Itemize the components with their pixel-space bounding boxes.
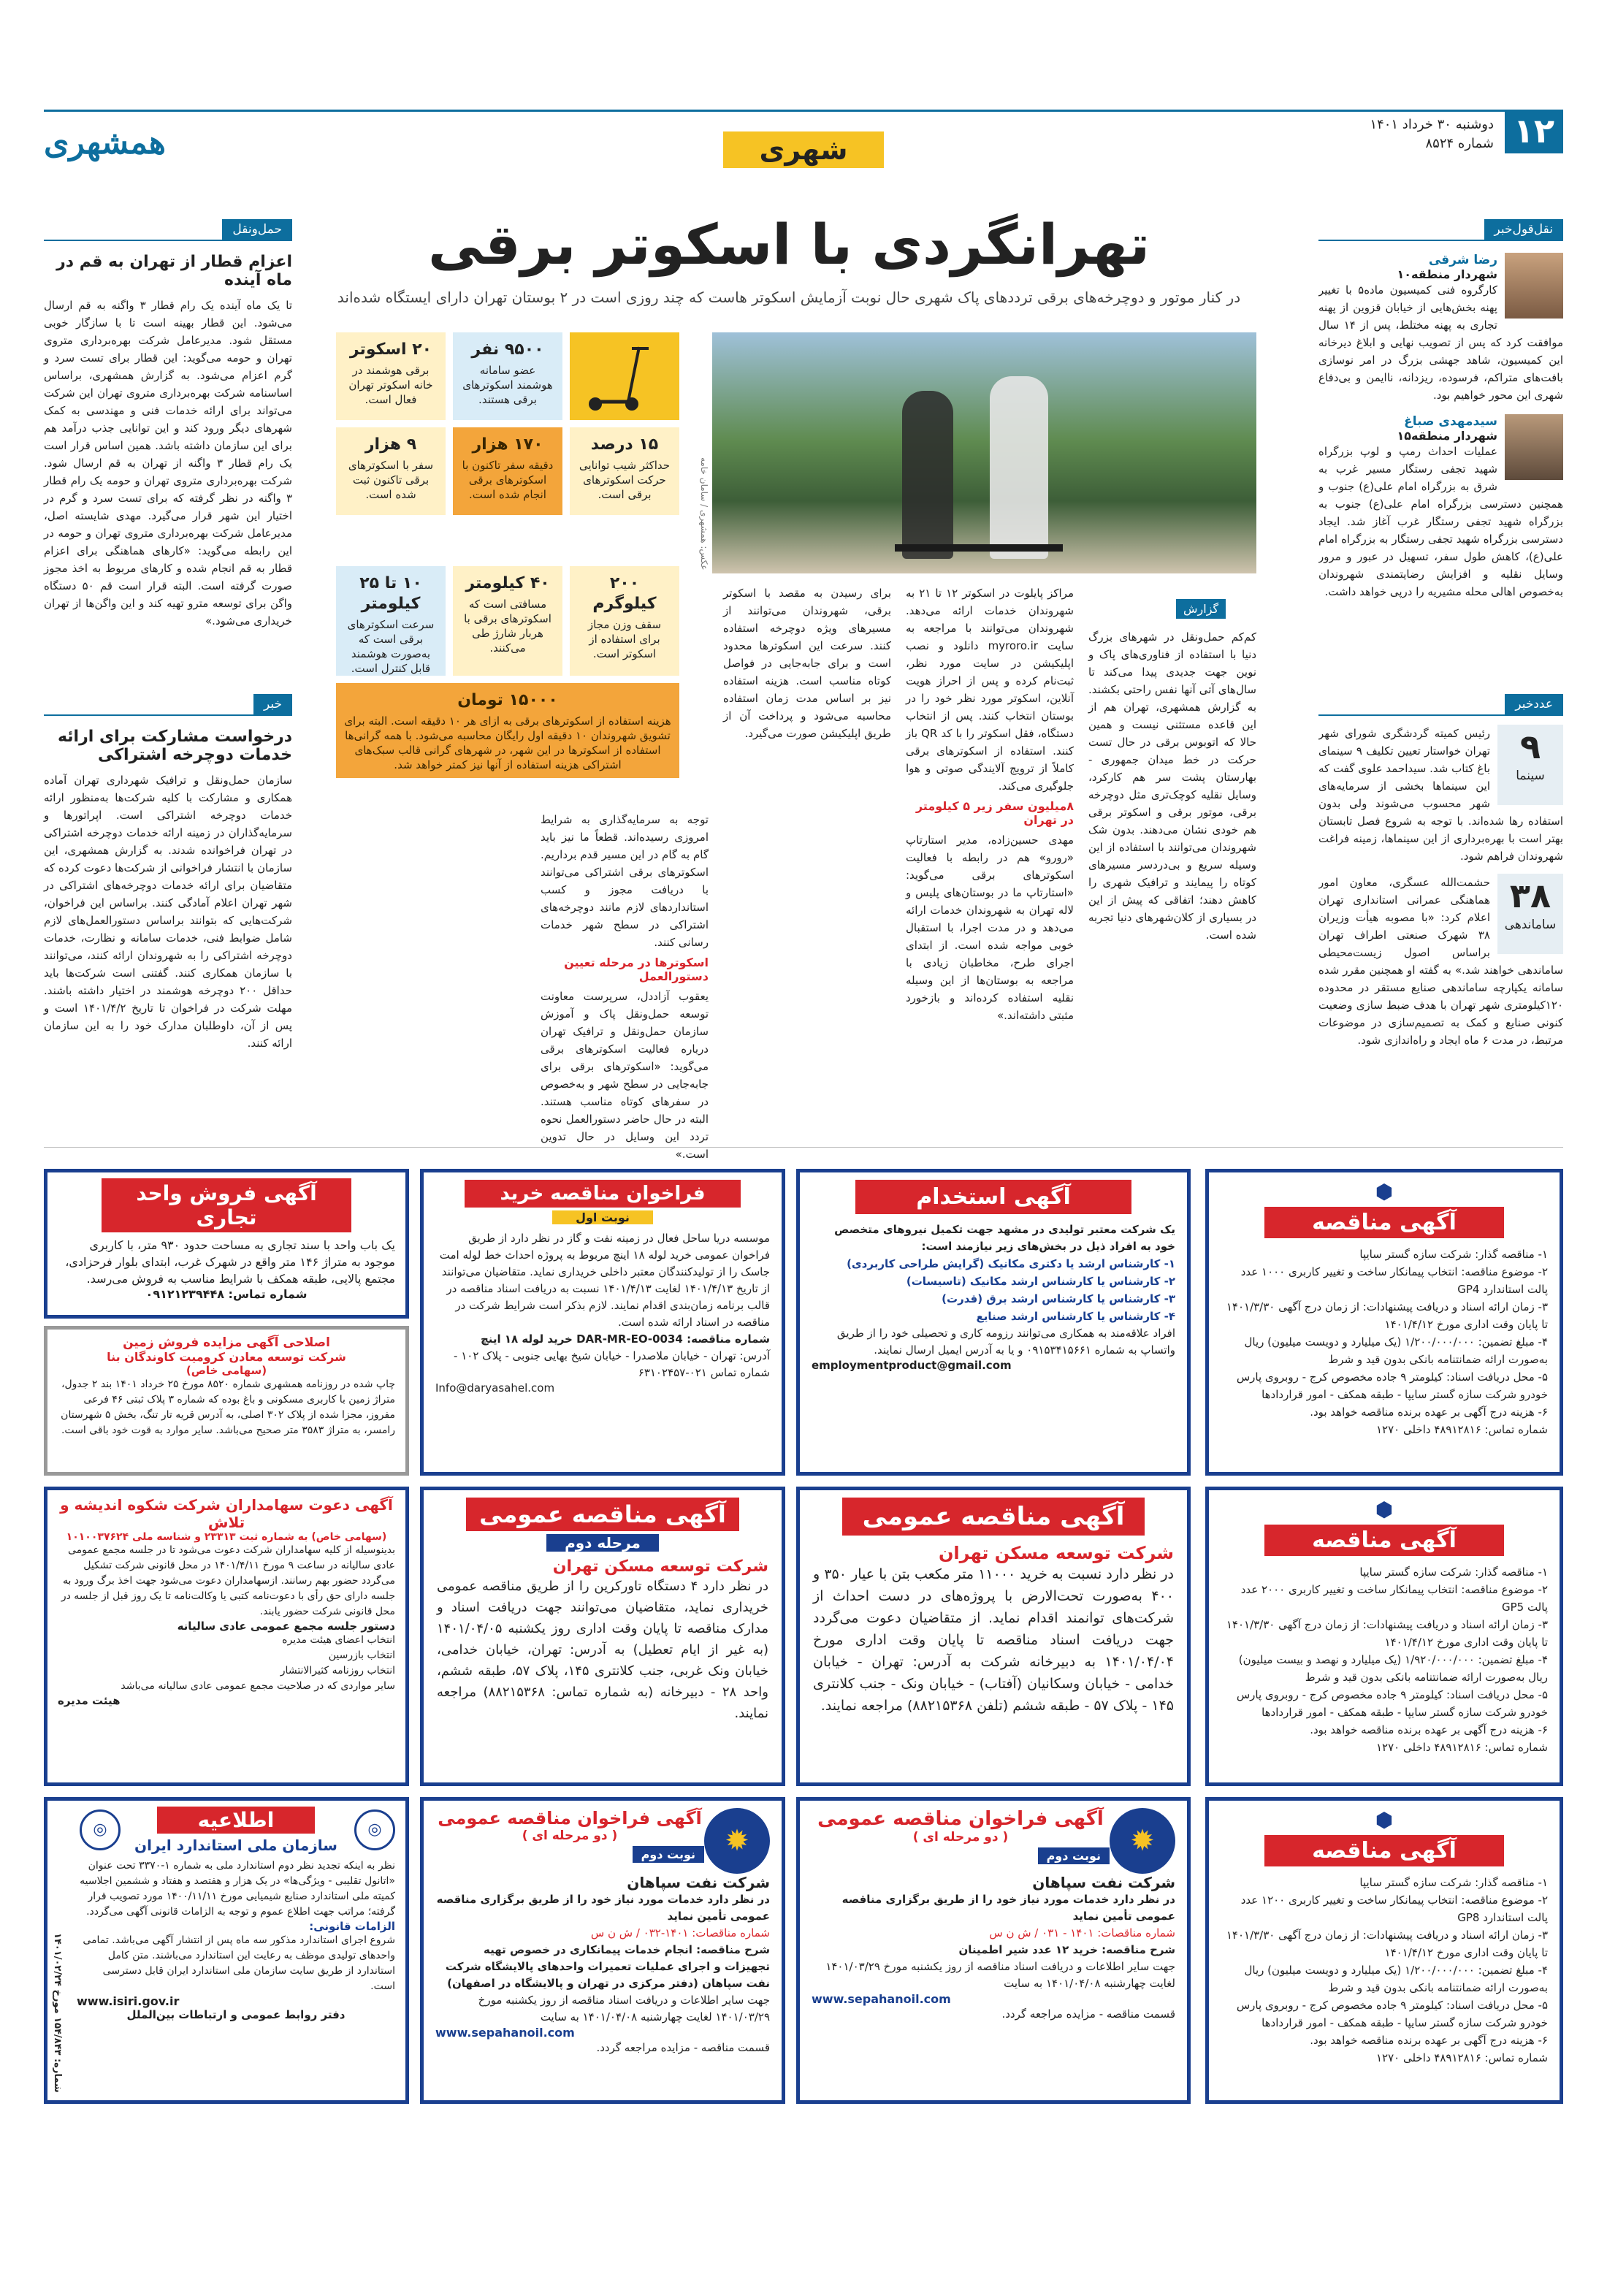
lead-photo	[712, 332, 1256, 573]
round-badge: نوبت دوم	[633, 1846, 704, 1863]
sepahan-subject: شرح مناقصه: انجام خدمات پیمانکاری در خصوص تهیه تجهیزات و اجرای عملیات تعمیرات واحدهای پالایشگاه شرکت نفت سپاهان (دفتر مرکزی در تهران و پالایشگاه در اصفهان)	[445, 1943, 770, 1990]
tender-list	[1221, 1246, 1548, 1438]
left-news-2	[44, 694, 292, 1052]
sepahan-company: شرکت نفت سپاهان	[627, 1874, 770, 1891]
list-item: ۴- مبلغ تضمین: ۱/۲۰۰/۰۰۰/۰۰۰ (یک میلیارد و دویست میلیون) ریال به‌صورت ارائه ضمانتنامه بانکی بدون قید و شرط	[1244, 1335, 1548, 1366]
list-item: ۶- هزینه درج آگهی بر عهده برنده مناقصه خواهد بود.	[1310, 2034, 1548, 2047]
sepahan-foot: قسمت مناقصه - مزایده مراجعه گردد.	[1001, 2007, 1175, 2021]
list-item: ۱- مناقصه گذار: شرکت سازه گستر سایپا	[1359, 1565, 1548, 1579]
correction-company-2: (سهامی خاص)	[186, 1364, 267, 1377]
list-item: ۲- موضوع مناقصه: انتخاب پیمانکار ساخت و تغییر کاربری ۱۲۰۰ عدد پالت استاندارد GP8	[1240, 1893, 1548, 1924]
stat-1-text: برقی هوشمند در خانه اسکوتر تهران فعال است.	[348, 364, 433, 406]
list-item: شماره تماس: ۴۸۹۱۲۸۱۶ داخلی ۱۲۷۰	[1375, 1423, 1548, 1436]
ad-maskan-2	[420, 1487, 785, 1786]
list-item: ۲- موضوع مناقصه: انتخاب پیمانکار ساخت و تغییر کاربری ۱۰۰۰ عدد پالت استاندارد GP4	[1240, 1265, 1548, 1296]
darya-tender-no: شماره مناقصه: DAR-MR-EO-0034 خرید لوله ۱۸ اینچ	[480, 1332, 770, 1346]
quote-text-1: کارگروه فنی کمیسیون ماده۵ با تغییر پهنه بخش‌هایی از خیابان قزوین از پهنه تجاری به پهنه مختلط، پس از ۱۴ سال موافقت کرد که پس از تصویب نهایی و ابلاغ دیرخانه این کمیسیون، شاهد جهشی بزرگ در امر نوسازی بافت‌های متراکم، فرسوده، ریزدانه، ناایمن و بی‌دفاع شهری این محور خواهیم بود.	[1318, 283, 1563, 402]
stat-6-value: ۱۰ تا ۲۵ کیلومتر	[359, 574, 422, 613]
list-item: ۴- کارشناس یا کارشناس ارشد صنایع	[976, 1310, 1175, 1323]
sepahan-text: در نظر دارد خدمات مورد نیاز خود را از طریق برگزاری مناقصه عمومی تأمین نماید	[436, 1893, 770, 1923]
stat-3-text: سفر با اسکوترهای برقی تاکنون ثبت شده است.	[348, 459, 434, 501]
ad-title: آگهی فراخوان مناقصه عمومی	[438, 1808, 702, 1828]
org-name: سازمان ملی استاندارد ایران	[134, 1837, 337, 1854]
news-text: سازمان حمل‌ونقل و ترافیک شهرداری تهران آماده همکاری و مشارکت با کلیه شرکت‌ها به‌منظور ارائه خدمات دوچرخه اشتراکی است. اپراتورها و سرمایه‌گذاران در زمینه ارائه خدمات دوچرخه اشتراکی در تهران فراخوانده شدند. به گزارش همشهری، این سازمان با انتشار فراخوانی از شرکت‌ها دعوت کرده که متقاضیان برای ارائه خدمات دوچرخه‌های اشتراکی در شهر تهران اعلام آمادگی کنند. براساس این فراخوان، شرکت‌هایی که بتوانند براساس دستورالعمل‌های لازم شامل ضوابط فنی، خدمات سامانه و نظارت، خدمات دوچرخه اشتراکی را به شهروندان ارائه کنند، می‌توانند با سازمان همکاری کنند. گفتنی است شرکت‌ها باید حداقل ۲۰۰ دوچرخه هوشمند در اختیار داشته باشند. مهلت شرکت در فراخوان تا تاریخ ۱۴۰۱/۴/۲ است و پس از آن، داوطلبان مدارک خود را به این سازمان ارائه کنند.	[44, 774, 292, 1050]
quote-name-1: رضا شرقی	[1428, 253, 1497, 267]
employ-intro: یک شرکت معتبر تولیدی در مشهد جهت تکمیل نیروهای متخصص خود به افراد ذیل در بخش‌های زیر نیازمند است:	[834, 1223, 1175, 1253]
isiri-text-2: شروع اجرای استاندارد مذکور سه ماه پس از انتشار آگهی می‌باشد. تمامی واحدهای تولیدی موظف به رعایت این استاندارد می‌باشند. متن کامل استاندارد از طریق سایت سازمان ملی استاندارد ایران قابل دسترسی است.	[83, 1934, 395, 1992]
round-badge: نوبت دوم	[1038, 1847, 1110, 1864]
list-item: ۲- موضوع مناقصه: انتخاب پیمانکار ساخت و تغییر کاربری ۲۰۰۰ عدد پالت GP5	[1240, 1583, 1548, 1614]
quote-tag: نقل‌قول‌خبر	[1484, 219, 1563, 240]
sepahan-company: شرکت نفت سپاهان	[1032, 1874, 1175, 1891]
ad-employment	[796, 1169, 1191, 1476]
number-label-1: سینما	[1516, 768, 1545, 783]
isiri-site[interactable]: www.isiri.gov.ir	[77, 1994, 180, 2008]
sepahan-site[interactable]: www.sepahanoil.com	[435, 2026, 575, 2040]
sale-text: یک باب واحد با سند تجاری به مساحت حدود ۹۳۰ متر، با کاربری موجود به متراژ ۱۴۶ متر واقع در شهرک غرب، ابتدای بلوار فرحزادی، مجتمع پالایی، طبقه همکف با شرایط مناسب به فروش می‌رسد.	[65, 1238, 395, 1286]
news-tag: حمل‌و‌نقل	[222, 219, 292, 240]
body-paragraph: یعقوب آزاددل، سرپرست معاونت توسعه حمل‌ونقل پاک و آموزش سازمان حمل‌ونقل و ترافیک تهران درباره فعالیت اسکوترهای برقی می‌گوید: «اسکوترهای برقی برای جابه‌جایی در سطح شهر و به‌خصوص در سفرهای کوتاه مناسب هستند. البته در حال حاضر دستورالعمل نحوه تردد این وسایل در حال تدوین است.»	[541, 990, 709, 1161]
news-text: تا یک ماه آینده یک رام قطار ۳ واگنه به قم ارسال می‌شود. این قطار بهینه است تا با سازگار خوبی مستقل شود. مدیرعامل شرکت بهره‌برداری متروی تهران و حومه می‌گوید: این قطار برای تست سرد و گرم اعزام می‌شود. به گزارش همشهری، براساس اساسنامه شرکت بهره‌برداری متروی تهران این شرکت می‌تواند برای ارائه خدمات فنی و مهندسی به کمک شهرهای دیگر ورود کند و این توانایی جذب درآمد هم برای این سازمان داشته باشد. همین اساس قرار است یک رام قطار ۳ واگنه از تهران به قم ارسال شود. شرکت بهره‌برداری متروی تهران و حومه یک رام قطار ۳ واگنه در نظر گرفته که برای تست سرد و گرم در اختیار این شهر قرار می‌گیرد. مهدی شایسته اصل، مدیرعامل شرکت بهره‌برداری متروی تهران و حومه در این رابطه می‌گوید: «کارهای هماهنگی برای اعزام قطار به قم انجام شده و کارهای مربوط به اخذ مجوز صورت گرفته است. البته قرار است قم ۵۰ دستگاه واگن برای توسعه مترو تهیه کند و این واگن‌ها از تهران خریداری می‌شود.»	[44, 299, 292, 628]
number-big-2: ۳۸	[1509, 876, 1551, 915]
page-number: ۱۲	[1505, 110, 1563, 153]
ad-darya-sahel	[420, 1169, 785, 1476]
list-item: ۱- مناقصه گذار: شرکت سازه گستر سایپا	[1359, 1876, 1548, 1889]
list-item: ۵- محل دریافت اسناد: کیلومتر ۹ جاده مخصوص کرج - روبروی پارس خودرو شرکت سازه گستر سایپا - طبقه همکف - امور قراردادها	[1236, 1370, 1548, 1401]
isiri-logo: ◎	[354, 1809, 395, 1850]
ad-subtitle: ( دو مرحله ای )	[522, 1828, 618, 1843]
list-item: ۴- مبلغ تضمین: ۱/۹۲۰/۰۰۰/۰۰۰ (یک میلیارد و نهصد و بیست میلیون) ریال به‌صورت ارائه ضمانتنامه بانکی بدون قید و شرط	[1238, 1653, 1548, 1684]
isiri-logo: ◎	[80, 1809, 121, 1850]
list-item: ۳- زمان ارائه اسناد و دریافت پیشنهادات: از زمان درج آگهی ۱۴۰۱/۳/۳۰ تا پایان وقت اداری مورخ ۱۴۰۱/۴/۱۲	[1226, 1618, 1548, 1649]
issue-date: دوشنبه ۳۰ خرداد ۱۴۰۱	[1370, 117, 1494, 132]
list-item: ۶- هزینه درج آگهی بر عهده برنده مناقصه خواهد بود.	[1310, 1723, 1548, 1736]
shokooh-text: بدینوسیله از کلیه سهامداران شرکت دعوت می‌شود تا در جلسه مجمع عمومی عادی سالیانه در ساعت ۹ مورخ ۱۴۰۱/۴/۱۱ در محل قانونی شرکت تشکیل می‌گردد حضور بهم رسانند. ازسهامداران دعوت می‌شود جهت اخذ برگ ورود به جلسه دارای حق رأی با دعوت‌نامه کتبی یا وکالت‌نامه تا یک روز قبل از جلسه در محل قانونی شرکت حضور یابند.	[61, 1544, 395, 1617]
scooter-illustration	[570, 332, 679, 420]
lead-title: تهرانگردی با اسکوتر برقی	[427, 212, 1150, 277]
body-paragraph: توجه به سرمایه‌گذاری به شرایط امروزی رسیده‌اند. قطعاً ما نیز باید گام به گام در این مسیر قدم برداریم. اسکوترهای برقی اشتراکی می‌توانند با دریافت مجوز و کسب استانداردهای لازم مانند دوچرخه‌های اشتراکی در سطح شهر خدمات رسانی کنند.	[541, 813, 709, 949]
list-item: شماره تماس: ۴۸۹۱۲۸۱۶ داخلی ۱۲۷۰	[1375, 1741, 1548, 1754]
ad-title: فراخوان مناقصه خرید	[465, 1180, 741, 1208]
agenda-list	[58, 1633, 395, 1694]
quote-name-2: سیدمهدی صباغ	[1404, 414, 1497, 429]
sepahan-more: جهت سایر اطلاعات و دریافت اسناد مناقصه از روز یکشنبه مورخ ۱۴۰۱/۰۳/۲۹ لغایت چهارشنبه ۱۴۰۱/۰۴/۰۸ به سایت	[478, 1994, 770, 2024]
list-item: ۳- کارشناس یا کارشناس ارشد برق (قدرت)	[942, 1292, 1175, 1305]
issue-number: شماره ۸۵۲۴	[1425, 136, 1494, 151]
ad-title: آگهی مناقصه	[1264, 1207, 1504, 1238]
list-item: ۳- زمان ارائه اسناد و دریافت پیشنهادات: از زمان درج آگهی ۱۴۰۱/۳/۳۰ تا پایان وقت اداری مورخ ۱۴۰۱/۴/۱۲	[1226, 1929, 1548, 1959]
list-item: ۵- محل دریافت اسناد: کیلومتر ۹ جاده مخصوص کرج - روبروی پارس خودرو شرکت سازه گستر سایپا - طبقه همکف - امور قراردادها	[1236, 1999, 1548, 2029]
list-item: سایر مواردی که در صلاحیت مجمع عمومی عادی سالیانه می‌باشد	[121, 1680, 395, 1692]
stat-8-text: سقف وزن مجاز برای استفاده از اسکوتر است.	[587, 618, 662, 660]
list-item: انتخاب اعضای هیئت مدیره	[282, 1634, 395, 1646]
round-badge: نوبت اول	[552, 1210, 653, 1224]
list-item: ۶- هزینه درج آگهی بر عهده برنده مناقصه خواهد بود.	[1310, 1406, 1548, 1419]
sepahan-text: در نظر دارد خدمات مورد نیاز خود را از طریق برگزاری مناقصه عمومی تأمین نماید	[841, 1893, 1175, 1923]
shokooh-sub: (سهامی خاص) به شماره ثبت ۲۳۳۱۳ و شناسه ملی ۱۰۱۰۰۳۷۶۲۴	[66, 1531, 387, 1543]
sepahan-no: شماره مناقصات: ۱۴۰۱ - ۰۳۱ / ش ن س	[989, 1926, 1175, 1940]
ad-tender-saipa-2	[1205, 1487, 1563, 1786]
avatar	[1505, 414, 1563, 480]
list-item: شماره تماس: ۴۸۹۱۲۸۱۶ داخلی ۱۲۷۰	[1375, 2051, 1548, 2064]
ad-sepahan-2	[420, 1797, 785, 2104]
employ-email[interactable]: employmentproduct@gmail.com	[812, 1359, 1012, 1372]
shokooh-sign: هیئت مدیره	[58, 1694, 121, 1707]
sepahan-more: جهت سایر اطلاعات و دریافت اسناد مناقصه از روز یکشنبه مورخ ۱۴۰۱/۰۳/۲۹ لغایت چهارشنبه ۱۴۰۱/۰۴/۰۸ به سایت	[825, 1960, 1175, 1990]
news-title: درخواست مشارکت برای ارائه خدمات دوچرخه اشتراکی	[57, 728, 292, 764]
correction-title: اصلاحی آگهی مزایده فروش زمین	[123, 1335, 330, 1350]
stat-3-value: ۹ هزار	[364, 435, 417, 454]
list-item: ۱- کارشناس ارشد یا دکتری مکانیک (گرایش طراحی کاربردی)	[847, 1257, 1175, 1270]
isiri-req: الزامات قانونی:	[309, 1920, 395, 1933]
numbers-column	[1318, 694, 1563, 1049]
stat-8-value: ۲۰۰ کیلوگرم	[592, 574, 657, 613]
report-tag: گزارش	[1176, 599, 1226, 619]
number-big-1: ۹	[1519, 727, 1541, 766]
ad-shokooh	[44, 1487, 409, 1786]
stat-9-text: هزینه استفاده از اسکوترهای برقی به ازای هر ۱۰ دقیقه است. البته برای تشویق شهروندان ۱۰ دقیقه اول رایگان محاسبه می‌شود. با همه گرانی‌ها استفاده از اسکوترها در این شهر، در شهرهای گرانی قالب سبک‌های اشتراکی هزینه استفاده از آنها نیز کمتر خواهد شد.	[344, 714, 671, 771]
maskan-company: شرکت توسعه مسکن تهران	[552, 1557, 768, 1576]
stat-7-text: مسافتی است که اسکوترهای برقی با هربار شارژ طی می‌کنند.	[464, 598, 551, 655]
company-logo: ⬢	[1375, 1180, 1394, 1204]
isiri-text: نظر به اینکه تجدید نظر دوم استاندارد ملی به شماره ۱-۳۳۷۰ تحت عنوان «اتانول تقلیبی - ویژگی‌ها» در یک هزار و هفتصد و هفتاد و ششمین اجلاسیه کمیته ملی استاندارد صنایع شیمیایی مورخ ۱۴۰۰/۱۱/۱۱ مورد تصویب قرار گرفته؛ مراتب جهت اطلاع عموم و توجه به الزامات قانونی آگهی می‌گردد.	[80, 1860, 395, 1918]
stat-7-value: ۴۰ کیلومتر	[465, 574, 550, 592]
ad-title: آگهی مناقصه عمومی	[842, 1498, 1145, 1536]
subheading: ۸میلیون سفر زیر ۵ کیلومتر در تهران	[915, 799, 1074, 827]
stat-2-value: ۹۵۰۰ نفر	[471, 340, 544, 359]
quote-title-1: شهردار منطقه۱۰	[1397, 267, 1497, 281]
body-paragraph: مراکز پایلوت در اسکوتر ۱۲ تا ۲۱ به شهروندان خدمات ارائه می‌دهد. شهروندان می‌توانند با مراجعه به سایت myroro.ir دانلود و نصب اپلیکیشن در سایت مورد نظر، ثبت‌نام کرده و پس از احراز هویت آنلاین، اسکوتر مورد نظر خود را در بوستان انتخاب کنند. پس از انتخاب دستگاه، فقل اسکوتر را با کد QR باز کنند. استفاده از اسکوترهای برقی کاملاً از ترویج آلایندگی صوتی و هوا جلوگیری می‌کند.	[906, 587, 1074, 793]
ad-tender-saipa-1	[1205, 1169, 1563, 1476]
quote-title-2: شهردار منطقه۱۵	[1397, 429, 1497, 443]
ad-sepahan-1	[796, 1797, 1191, 2104]
body-paragraph: کم‌کم حمل‌ونقل در شهرهای بزرگ دنیا با استفاده از فناوری‌های پاک و نوین جهت جدیدی پیدا می‌کند تا سال‌های آتی آنها نفس راحتی بکشند. به گزارش همشهری، تهران هم از این قاعده مستثنی نیست و همین حالا که اتوبوس برقی در حال تست حرکت در خط میدان جمهوری - بهارستان پشت سر هم کارکرد، وسایل نقلیه کوچک‌تری مثل دوچرخه برقی، موتور برقی و اسکوتر برقی هم خودی نشان می‌دهند. بدون شک شهروندان می‌توانند با استفاده از این وسیله سریع و بی‌دردسر مسیرهای کوتاه را پیمایند و ترافیک شهری را کاهش دهند؛ اتفاقی که پیش از این در بسیاری از کلان‌شهرهای دنیا تجربه شده است.	[1088, 630, 1256, 942]
sepahan-subject: شرح مناقصه: خرید ۱۲ عدد شیر اطمینان	[958, 1943, 1175, 1956]
avatar	[1505, 253, 1563, 319]
number-label-2: ساماندهی	[1504, 918, 1557, 932]
photo-credit: عکس: همشهری / سامان خامه	[699, 457, 709, 570]
quote-text-2: عملیات احداث رمپ و لوپ بزرگراه شهید تجفی رستگار مسیر غرب به شرق به بزرگراه امام علی(ع) جنوب و همچنین دسترسی بزرگراه امام علی(ع) جنوب به بزرگراه شهید تجفی رستگار غرب آغاز شد. ایجاد دسترسی بزرگراه شهید تجفی رستگار به بزرگراه امام علی(ع)، کاهش طول سفر، تسهیل در عبور و مرور وسایل نقلیه و افزایش رضایتمندی شهروندان به‌خصوص اهالی محله مشیریه را درپی خواهد داشت.	[1318, 445, 1563, 598]
ad-correction	[44, 1326, 409, 1476]
list-item: ۵- محل دریافت اسناد: کیلومتر ۹ جاده مخصوص کرج - روبروی پارس خودرو شرکت سازه گستر سایپا - طبقه همکف - امور قراردادها	[1236, 1688, 1548, 1719]
ad-subtitle: ( دو مرحله ای )	[912, 1830, 1009, 1845]
ad-title: اطلاعیه	[157, 1807, 315, 1834]
ad-sale	[44, 1169, 409, 1319]
ad-title: آگهی فروش واحد تجاری	[102, 1178, 351, 1232]
shokooh-title: آگهی دعوت سهامداران شرکت شکوه اندیشه و تلاش	[60, 1496, 393, 1531]
sepahan-foot: قسمت مناقصه - مزایده مراجعه گردد.	[596, 2041, 770, 2054]
ad-iran-standard	[44, 1797, 409, 2104]
agenda-title: دستور جلسه مجمع عمومی عادی سالیانه	[177, 1620, 395, 1633]
employ-list	[812, 1255, 1175, 1325]
darya-email[interactable]: Info@daryasahel.com	[435, 1381, 555, 1395]
ad-tender-saipa-3	[1205, 1797, 1563, 2104]
stat-5-value: ۱۵ درصد	[590, 435, 659, 454]
maskan-text: در نظر دارد نسبت به خرید ۱۱۰۰۰ متر مکعب بتن با عیار ۳۵۰ و ۴۰۰ به‌صورت تحت‌الارض با پروژه‌های در دست احداث از شرکت‌های توانمند اقدام نماید. از متقاضیان دعوت می‌گردد جهت دریافت اسناد مناقصه تا پایان وقت اداری مورخ ۱۴۰۱/۰۴/۰۴ به دبیرخانه شرکت به آدرس: تهران - خیابان خدامی - خیابان وسکانیان (آفتاب) - خیابان ونک - جنب کلانتری ۱۴۵ - پلاک ۵۷ - طبقه ششم (تلفن ۸۸۲۱۵۳۶۸) مراجعه نمایند.	[813, 1566, 1174, 1714]
sepahan-site[interactable]: www.sepahanoil.com	[812, 1992, 951, 2006]
news-tag: خبر	[253, 694, 292, 714]
quote-column	[1318, 219, 1563, 600]
sepahan-logo: ✹	[704, 1808, 770, 1874]
ad-title: آگهی مناقصه	[1264, 1525, 1504, 1556]
stat-4-value: ۱۷۰ هزار	[472, 435, 543, 454]
subheading: اسکوترها در مرحله تعیین دستورالعمل	[564, 956, 709, 983]
stat-6-text: سرعت اسکوترهای برقی است که به‌صورت هوشمند قابل کنترل است.	[347, 618, 435, 675]
company-logo: ⬢	[1375, 1498, 1394, 1522]
list-item: انتخاب روزنامه کثیرالانتشار	[280, 1665, 395, 1677]
number-text-2: حشمت‌الله عسگری، معاون امور هماهنگی عمرانی استانداری تهران اعلام کرد: «با مصوبه هیأت وزیران ۳۸ شهرک صنعتی اطراف تهران براساس اصول زیست‌محیطی ساماندهی خواهند شد.» به گفته او همچنین مقرر شده سامانه یکپارچه ساماندهی صنایع مستقر در محدوده ۱۲۰کیلومتری شهر تهران با هدف ضبط سازی وضعیت کنونی صنایع و کمک به تصمیم‌سازی در موضوعات مرتبط، در مدت ۶ ماه ایجاد و راه‌اندازی شود.	[1318, 876, 1563, 1047]
news-title: اعزام قطار از تهران به قم در ماه آینده	[56, 253, 292, 289]
ad-title: آگهی فراخوان مناقصه عمومی	[817, 1808, 1104, 1830]
list-item: ۱- مناقصه گذار: شرکت سازه گستر سایپا	[1359, 1248, 1548, 1261]
isiri-footer: دفتر روابط عمومی و ارتباطات بین‌الملل	[126, 2008, 346, 2021]
list-item: انتخاب بازرسین	[328, 1649, 395, 1661]
maskan-company: شرکت توسعه مسکن تهران	[938, 1543, 1174, 1563]
body-paragraph: برای رسیدن به مقصد با اسکوتر برقی، شهروندان می‌توانند از مسیرهای ویژه دوچرخه استفاده کنند. سرعت این اسکوترها محدود است و برای جابه‌جایی در فواصل کوتاه مناسب است. هزینه استفاده نیز بر اساس مدت زمان استفاده محاسبه می‌شود و پرداخت آن از طریق اپلیکیشن صورت می‌گیرد.	[723, 587, 891, 740]
stat-9-value: ۱۵۰۰۰ تومان	[457, 691, 558, 709]
stat-5-text: حداکثر شیب توانایی حرکت اسکوترهای برقی است.	[579, 459, 671, 501]
round-badge: مرحله دوم	[546, 1534, 659, 1552]
ad-maskan-1	[796, 1487, 1191, 1786]
section-label: شهری	[723, 131, 884, 168]
isiri-side: شماره: ۱۵۴/۸۴۳ مورخ ۱۴۰۱/۰۲/۲۴	[52, 1933, 63, 2093]
newspaper-logo: همشهری	[44, 124, 166, 161]
sepahan-logo: ✹	[1110, 1808, 1175, 1874]
ad-title: آگهی استخدام	[855, 1180, 1131, 1214]
ad-title: آگهی مناقصه عمومی	[466, 1498, 739, 1531]
sale-contact: شماره تماس: ۰۹۱۲۱۲۳۹۴۴۸	[145, 1287, 308, 1301]
stat-2-text: عضو سامانه هوشمند اسکوترهای برقی هستند.	[462, 364, 553, 406]
tender-list	[1221, 1874, 1548, 2067]
company-logo: ⬢	[1375, 1808, 1394, 1832]
left-news-1	[44, 219, 292, 630]
tender-list	[1221, 1563, 1548, 1756]
darya-address: آدرس: تهران - خیابان ملاصدرا - خیابان شیخ بهایی جنوبی - پلاک ۱۰۲ - شماره تماس ۰۲۱-۶۳۱۰۲۴۵۷	[454, 1349, 770, 1379]
maskan-text: در نظر دارد ۴ دستگاه تاورکرین را از طریق مناقصه عمومی خریداری نماید، متقاضیان می‌توانند جهت دریافت اسناد و مدارک مناقصه تا پایان وقت اداری روز یکشنبه ۱۴۰۱/۰۴/۰۵ (به غیر از ایام تعطیل) به آدرس: تهران، خیابان خدامی، خیابان ونک غربی، جنب کلانتری ۱۴۵، پلاک ۵۷، طبقه ششم، واحد ۲۸ - دبیرخانه (به شماره تماس: ۸۸۲۱۵۳۶۸) مراجعه نمایند.	[437, 1579, 768, 1721]
list-item: ۲- کارشناس یا کارشناس ارشد مکانیک (تاسیسات)	[906, 1275, 1175, 1288]
body-paragraph: مهدی حسین‌زاده، مدیر استارتاپ «رورو» هم در رابطه با فعالیت اسکوترهای برقی می‌گوید: «استارتاپ ما در بوستان‌های پلیس و لاله تهران به شهروندان خدمات ارائه می‌دهد و در مدت اجرا، با استقبال خوبی مواجه شده است. از ابتدای اجرای طرح، مخاطبان زیادی با مراجعه به بوستان‌ها از این وسیله نقلیه استفاده کرده‌اند و بازخورد مثبتی داشته‌اند.»	[906, 834, 1074, 1022]
list-item: ۳- زمان ارائه اسناد و دریافت پیشنهادات: از زمان درج آگهی ۱۴۰۱/۳/۳۰ تا پایان وقت اداری مورخ ۱۴۰۱/۴/۱۲	[1226, 1300, 1548, 1331]
stat-1-value: ۲۰ اسکوتر	[349, 340, 432, 359]
employ-note: افراد علاقه‌مند به همکاری می‌توانند رزومه کاری و تحصیلی خود را از طریق واتساپ به شماره ۰۹۱۵۳۴۱۵۶۶۱ و یا به آدرس ایمیل ارسال نمایند.	[836, 1327, 1175, 1357]
ad-title: آگهی مناقصه	[1264, 1835, 1504, 1866]
darya-text: موسسه دریا ساحل فعال در زمینه نفت و گاز در نظر دارد از طریق فراخوان عمومی خرید لوله ۱۸ اینچ مربوط به پروژه احداث خط لوله امت جاسک را از تولیدکنندگان معتبر داخلی خریداری نماید. متقاضیان می‌توانند از تاریخ ۱۴۰۱/۴/۱۳ لغایت ۱۴۰۱/۴/۱۳ نسبت به دریافت اسناد مناقصه در قالب برنامه زمان‌بندی اقدام نمایند. لازم بذکر است شرایط شرکت در مناقصه در اسناد ارائه شده است.	[439, 1232, 770, 1329]
numbers-tag: عدد‌خبر	[1505, 694, 1563, 714]
masthead	[44, 110, 1549, 112]
correction-text: چاپ شده در روزنامه همشهری شماره ۸۵۲۰ مورخ ۲۵ خرداد ۱۴۰۱ بند ۲ جدول، متراژ زمین با کاربری مسکونی و باغ بوده که شماره ۳ پلاک ثبتی ۴۶ فرعی مفروز، مجزا شده از پلاک ۳۰۲ اصلی، به آدرس قریه تار تنگ، بخش ۵ شهرستان رامسر، به متراژ ۳۵۸۳ متر صحیح می‌باشد. سایر موارد به قوت خود باقی است.	[61, 1378, 395, 1436]
list-item: ۴- مبلغ تضمین: ۱/۲۰۰/۰۰۰/۰۰۰ (یک میلیارد و دویست میلیون) ریال به‌صورت ارائه ضمانتنامه بانکی بدون قید و شرط	[1244, 1964, 1548, 1994]
lead-subtitle: در کنار موتور و دوچرخه‌های برقی تردد‌های پاک شهری حال نوبت آزمایش اسکوتر هاست که چند روزی است در ۲ بوستان تهران دارای ایستگاه شده‌اند	[337, 289, 1241, 306]
stat-4-text: دقیقه سفر تاکنون با اسکوترهای برقی انجام شده است.	[462, 459, 554, 501]
stats-box	[336, 332, 687, 785]
correction-company: شرکت توسعه معادن کرومیت کاوندگان بنا	[107, 1350, 346, 1364]
sepahan-no: شماره مناقصات: ۱۴۰۱-۰۳۲ / ش ن س	[590, 1926, 770, 1940]
number-text-1: رئیس کمیته گردشگری شورای شهر تهران خواستار تعیین تکلیف ۹ سینمای باغ کتاب شد. سیداحمد علوی گفت که این سینماها بخشی از سرمایه‌های شهر محسوب می‌شوند ولی بدون استفاده رها شده‌اند. با توجه به شروع فصل تابستان بهتر است با بهره‌برداری از این سینماها، زمینه فراغت شهروندان فراهم شود.	[1318, 727, 1563, 863]
